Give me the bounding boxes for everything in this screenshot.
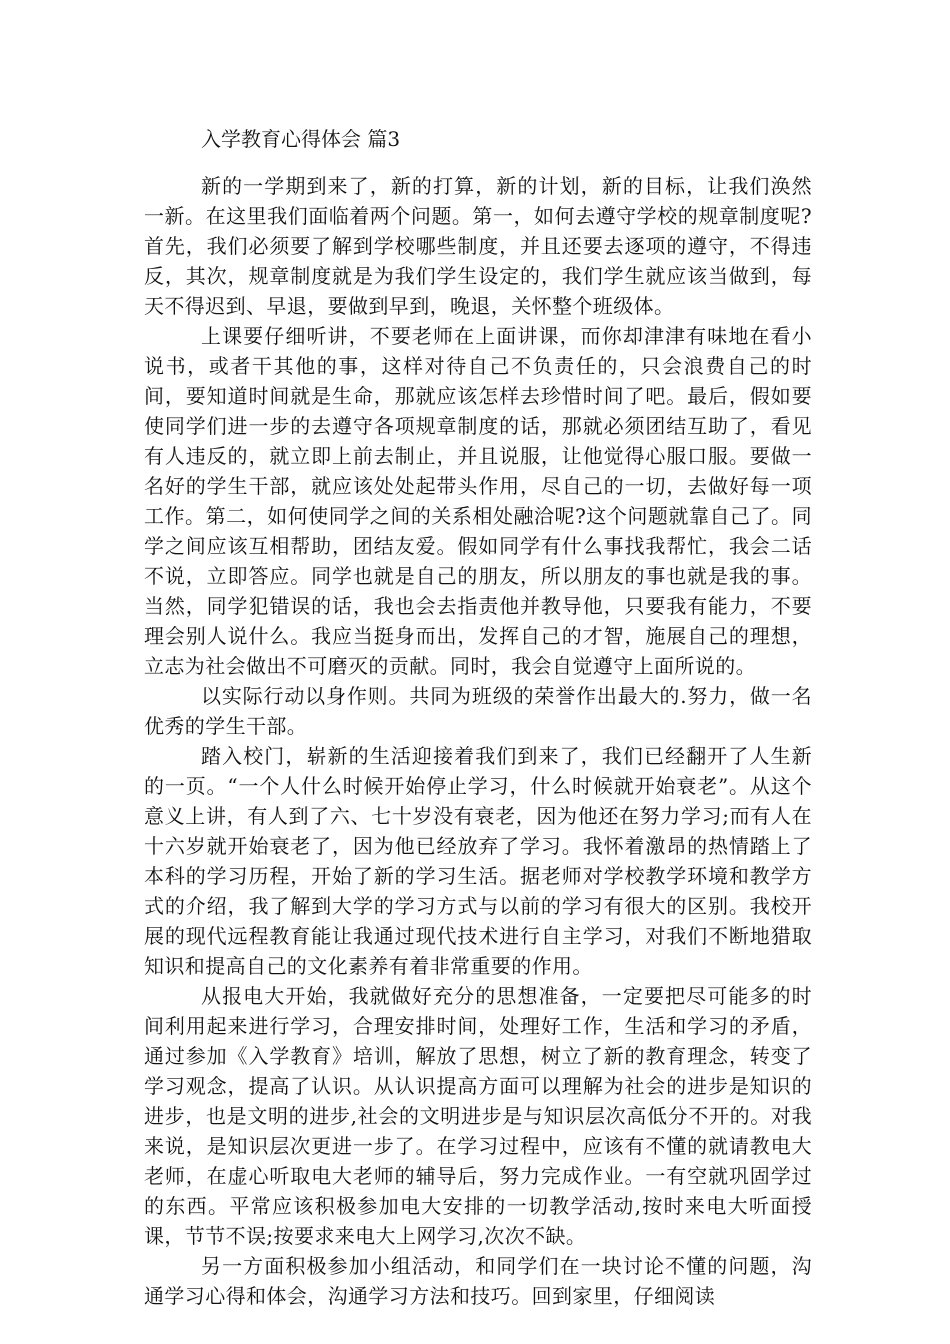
paragraph-2: 上课要仔细听讲，不要老师在上面讲课，而你却津津有味地在看小说书，或者干其他的事，这样对待自己不负责任的，只会浪费自己的时间，要知道时间就是生命，那就应该怎样去珍惜时间了吧。最后，假如要使同学们进一步的去遵守各项规章制度的话，那就必须团结互助了，看见有人违反的，就立即上前去制止，并且说服，让他觉得心服口服。要做一名好的学生干部，就应该处处起带头作用，尽自己的一切，去做好每一项工作。第二，如何使同学之间的关系相处融洽呢?这个问题就靠自己了。同学之间应该互相帮助，团结友爱。假如同学有什么事找我帮忙，我会二话不说，立即答应。同学也就是自己的朋友，所以朋友的事也就是我的事。当然，同学犯错误的话，我也会去指责他并教导他，只要我有能力，不要理会别人说什么。我应当挺身而出，发挥自己的才智，施展自己的理想，立志为社会做出不可磨灭的贡献。同时，我会自觉遵守上面所说的。 <box>144 324 812 678</box>
paragraph-1: 新的一学期到来了，新的打算，新的计划，新的目标，让我们涣然一新。在这里我们面临着两个问题。第一，如何去遵守学校的规章制度呢?首先，我们必须要了解到学校哪些制度，并且还要去逐项的遵守，不得违反，其次，规章制度就是为我们学生设定的，我们学生就应该当做到，每天不得迟到、早退，要做到早到，晚退，关怀整个班级体。 <box>144 174 812 318</box>
paragraph-4: 踏入校门，崭新的生活迎接着我们到来了，我们已经翻开了人生新的一页。“一个人什么时候开始停止学习，什么时候就开始衰老”。从这个意义上讲，有人到了六、七十岁没有衰老，因为他还在努力学习;而有人在十六岁就开始衰老了，因为他已经放弃了学习。我怀着激昂的热情踏上了本科的学习历程，开始了新的学习生活。据老师对学校教学环境和教学方式的介绍，我了解到大学的学习方式与以前的学习有很大的区别。我校开展的现代远程教育能让我通过现代技术进行自主学习，对我们不断地猎取知识和提高自己的文化素养有着非常重要的作用。 <box>144 744 812 978</box>
paragraph-5: 从报电大开始，我就做好充分的思想准备，一定要把尽可能多的时间利用起来进行学习，合理安排时间，处理好工作，生活和学习的矛盾，通过参加《入学教育》培训，解放了思想，树立了新的教育理念，转变了学习观念，提高了认识。从认识提高方面可以理解为社会的进步是知识的进步，也是文明的进步,社会的文明进步是与知识层次高低分不开的。对我来说，是知识层次更进一步了。在学习过程中，应该有不懂的就请教电大老师，在虚心听取电大老师的辅导后，努力完成作业。一有空就巩固学过的东西。平常应该积极参加电大安排的一切教学活动,按时来电大听面授课，节节不误;按要求来电大上网学习,次次不缺。 <box>144 984 812 1248</box>
document-title: 入学教育心得体会 篇3 <box>201 127 401 151</box>
document-body <box>144 124 812 1311</box>
paragraph-3: 以实际行动以身作则。共同为班级的荣誉作出最大的.努力，做一名优秀的学生干部。 <box>144 684 812 738</box>
paragraph-6: 另一方面积极参加小组活动，和同学们在一块讨论不懂的问题，沟通学习心得和体会，沟通学习方法和技巧。回到家里，仔细阅读 <box>144 1254 812 1308</box>
